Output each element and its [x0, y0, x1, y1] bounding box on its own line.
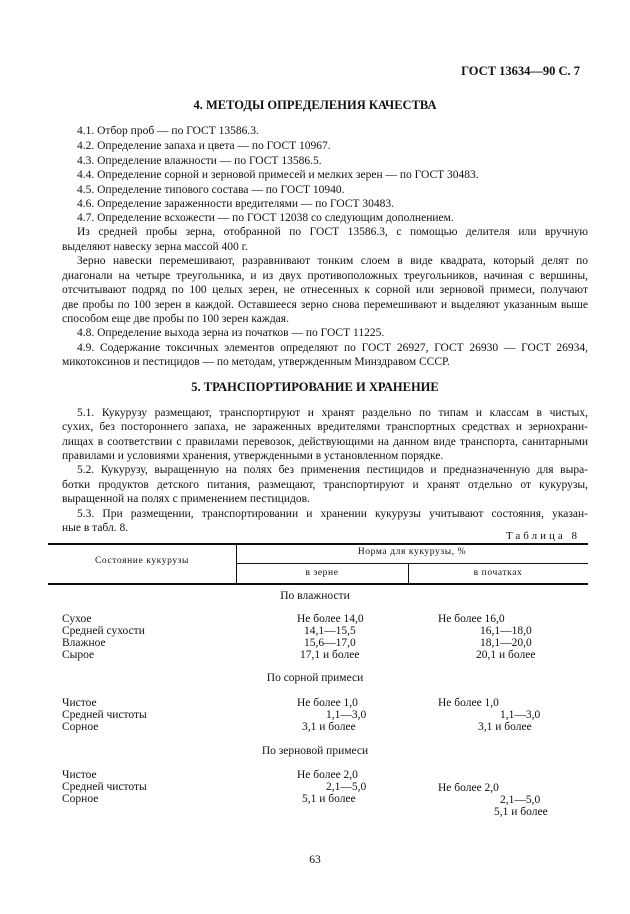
p-5-1-line-1: 5.1. Кукурузу размещают, транспортируют и хранят раздельно по типам и классам в чистых,	[77, 407, 588, 419]
table-row-state: Чистое	[62, 769, 97, 781]
table-row-cobs: 18,1—20,0	[480, 637, 532, 649]
table-row-state: Средней чистоты	[62, 781, 147, 793]
item-4-1: 4.1. Отбор проб — по ГОСТ 13586.3.	[77, 125, 259, 137]
table-header-norm: Норма для кукурузы, %	[357, 547, 467, 557]
table-header-bottom-rule	[48, 583, 588, 585]
group-title-moisture: По влажности	[280, 590, 350, 602]
item-4-9-line-2: микотоксинов и пестицидов — по методам, утвержденным Минздравом СССР.	[62, 356, 450, 368]
table-row-state: Сырое	[62, 649, 95, 661]
table-row-cobs: 1,1—3,0	[500, 709, 541, 721]
table-header-cobs: в початках	[473, 568, 523, 578]
item-4-5: 4.5. Определение типового состава — по ГОСТ 10940.	[77, 184, 345, 196]
table-row-cobs: 20,1 и более	[476, 649, 536, 661]
table-row-state: Сорное	[62, 721, 99, 733]
item-4-2: 4.2. Определение запаха и цвета — по ГОСТ 10967.	[77, 140, 331, 152]
p-5-2-line-1: 5.2. Кукурузу, выращенную на полях без применения пестицидов и предназначенную для выра-	[77, 464, 588, 476]
table-row-grain: Не более 14,0	[297, 613, 364, 625]
para-4-7b-line-5: способом еще две пробы по 100 зерен каждая.	[62, 313, 289, 325]
table-row-state: Чистое	[62, 697, 97, 709]
table-row-state: Сухое	[62, 613, 92, 625]
para-4-7b-line-4: две пробы по 100 зерен в каждой. Оставшееся зерно снова перемешивают и выделяют указанным выше	[62, 299, 588, 311]
table-row-cobs: 5,1 и более	[494, 806, 548, 818]
table-row-cobs: Не более 1,0	[438, 697, 499, 709]
table-row-state: Влажное	[62, 637, 106, 649]
table-row-grain: 2,1—5,0	[326, 781, 367, 793]
table-sub-header-rule	[236, 563, 588, 564]
section-4-title: 4. МЕТОДЫ ОПРЕДЕЛЕНИЯ КАЧЕСТВА	[193, 98, 437, 112]
section-5-title: 5. ТРАНСПОРТИРОВАНИЕ И ХРАНЕНИЕ	[191, 380, 439, 394]
table-row-cobs: 16,1—18,0	[480, 625, 532, 637]
p-5-3-line-1: 5.3. При размещении, транспортировании и хранении кукурузы учитывают состояния, указан-	[77, 508, 588, 520]
table-header-grain: в зерне	[305, 568, 339, 578]
group-title-grain-impurity: По зерновой примеси	[261, 745, 369, 757]
item-4-9-line-1: 4.9. Содержание токсичных элементов определяют по ГОСТ 26927, ГОСТ 26930 — ГОСТ 26934,	[77, 342, 588, 354]
p-5-3-line-2: ные в табл. 8.	[62, 522, 129, 534]
p-5-2-line-2: ботки продуктов детского питания, размещают, транспортируют и хранят отдельно от кукурузы,	[62, 479, 588, 491]
table-row-cobs: 3,1 и более	[478, 721, 532, 733]
p-5-2-line-3: выращенной на полях с применением пестицидов.	[62, 493, 310, 505]
table-row-state: Средней сухости	[62, 625, 145, 637]
para-4-7-line-1: Из средней пробы зерна, отобранной по ГОСТ 13586.3, с помощью делителя или вручную	[77, 226, 588, 238]
table-row-grain: Не более 2,0	[297, 769, 358, 781]
table-row-state: Сорное	[62, 793, 99, 805]
table-row-grain: 14,1—15,5	[304, 625, 356, 637]
page-header: ГОСТ 13634—90 С. 7	[461, 64, 580, 78]
table-row-grain: 5,1 и более	[302, 793, 356, 805]
table-row-grain: Не более 1,0	[297, 697, 358, 709]
table-caption: Таблица 8	[505, 530, 580, 542]
table-row-grain: 1,1—3,0	[326, 709, 367, 721]
para-4-7b-line-1: Зерно навески перемешивают, разравнивают тонким слоем в виде квадрата, который делят по	[77, 255, 588, 267]
para-4-7b-line-2: диагонали на четыре треугольника, и из двух противоположных треугольников, начиная с вершины,	[62, 270, 588, 282]
table-row-cobs: Не более 2,0	[438, 782, 499, 794]
table-row-state: Средней чистоты	[62, 709, 147, 721]
table-row-cobs: 2,1—5,0	[500, 794, 541, 806]
item-4-7: 4.7. Определение всхожести — по ГОСТ 12038 со следующим дополнением.	[77, 212, 454, 224]
group-title-weed-impurity: По сорной примеси	[266, 672, 364, 684]
p-5-1-line-2: сухих, без постороннего запаха, не зараженных вредителями транспортных средствах и зернохрани-	[62, 421, 588, 433]
item-4-6: 4.6. Определение зараженности вредителями — по ГОСТ 30483.	[77, 198, 395, 210]
p-5-1-line-3: лищах в соответствии с правилами перевозок, действующими на данном виде транспорта, санитарными	[62, 436, 588, 448]
table-top-rule	[48, 543, 588, 545]
page-number: 63	[309, 854, 321, 866]
table-header-state: Состояние кукурузы	[94, 556, 190, 566]
table-row-grain: 15,6—17,0	[304, 637, 356, 649]
table-row-grain: 17,1 и более	[300, 649, 360, 661]
table-row-grain: 3,1 и более	[302, 721, 356, 733]
item-4-3: 4.3. Определение влажности — по ГОСТ 13586.5.	[77, 155, 322, 167]
para-4-7b-line-3: отсчитывают подряд по 100 целых зерен, не отнесенных к сорной или зерновой примеси, получают	[62, 284, 588, 296]
item-4-8: 4.8. Определение выхода зерна из початков — по ГОСТ 11225.	[77, 327, 385, 339]
para-4-7-line-2: выделяют навеску зерна массой 400 г.	[62, 241, 248, 253]
table-row-cobs: Не более 16,0	[438, 613, 505, 625]
item-4-4: 4.4. Определение сорной и зерновой примесей и мелких зерен — по ГОСТ 30483.	[77, 169, 479, 181]
p-5-1-line-4: правилами и условиями хранения, утвержденными в установленном порядке.	[62, 450, 444, 462]
